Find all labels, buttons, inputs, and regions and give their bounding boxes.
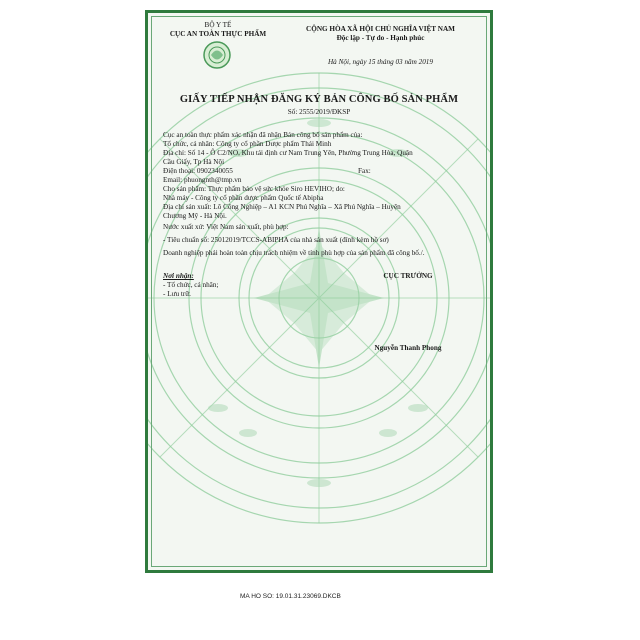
factory-line: Nhà máy - Công ty cổ phần dược phẩm Quốc tế Abipha (163, 194, 324, 202)
email: Email: phuongnth@tmp.vn (163, 176, 242, 184)
production-address-2: Chương Mỹ - Hà Nội. (163, 212, 227, 220)
fax: Fax: (358, 167, 371, 175)
intro-text: Cục an toàn thực phẩm xác nhận đã nhận Bản công bố sản phẩm của: (163, 131, 363, 139)
country-name: CỘNG HÒA XÃ HỘI CHỦ NGHĨA VIỆT NAM (306, 25, 455, 33)
dossier-code: MA HO SO: 19.01.31.23069.DKCB (240, 593, 341, 600)
national-motto: Độc lập - Tự do - Hạnh phúc (336, 34, 425, 42)
recipient-item: - Tổ chức, cá nhân; (163, 281, 219, 289)
recipient-item: - Lưu trữ. (163, 290, 191, 298)
document-title: GIẤY TIẾP NHẬN ĐĂNG KÝ BẢN CÔNG BỐ SẢN PHẨM (179, 94, 459, 105)
issue-date: Hà Nội, ngày 15 tháng 03 năm 2019 (327, 58, 433, 66)
standard-line: - Tiêu chuẩn số: 25012019/TCCS-ABIPHA của nhà sản xuất (đính kèm hồ sơ) (163, 236, 389, 244)
organization: Tổ chức, cá nhân: Công ty cổ phần Dược phẩm Thái Minh (163, 140, 332, 148)
responsibility-line: Doanh nghiệp phải hoàn toàn chịu trách nhiệm về tính phù hợp của sản phẩm đã công bố./. (163, 249, 425, 257)
phone: Điện thoại: 0902340055 (163, 167, 233, 175)
address-line-1: Địa chỉ: Số 14 - Ô C2/NO, Khu tái định cư Nam Trung Yên, Phường Trung Hòa, Quận (163, 149, 413, 157)
department-emblem (202, 40, 232, 70)
origin-line: Nước xuất xứ: Việt Nam sản xuất, phù hợp: (163, 223, 289, 231)
recipients-heading: Nơi nhận: (163, 272, 194, 280)
document-number: Số: 2555/2019/ĐKSP (287, 108, 351, 116)
address-line-2: Cầu Giấy, Tp Hà Nội (163, 158, 225, 166)
product-line: Cho sản phẩm: Thực phẩm bảo vệ sức khỏe Siro HEVIHO; do: (163, 185, 345, 193)
certificate-document (145, 10, 493, 573)
production-address-1: Địa chỉ sản xuất: Lô Công Nghiệp – A1 KCN Phú Nghĩa – Xã Phú Nghĩa – Huyện (163, 203, 401, 211)
ministry-name: BỘ Y TẾ (204, 21, 232, 29)
signer-name: Nguyễn Thanh Phong (374, 344, 442, 352)
department-name: CỤC AN TOÀN THỰC PHẨM (169, 30, 267, 38)
signer-title: CỤC TRƯỞNG (383, 272, 433, 280)
